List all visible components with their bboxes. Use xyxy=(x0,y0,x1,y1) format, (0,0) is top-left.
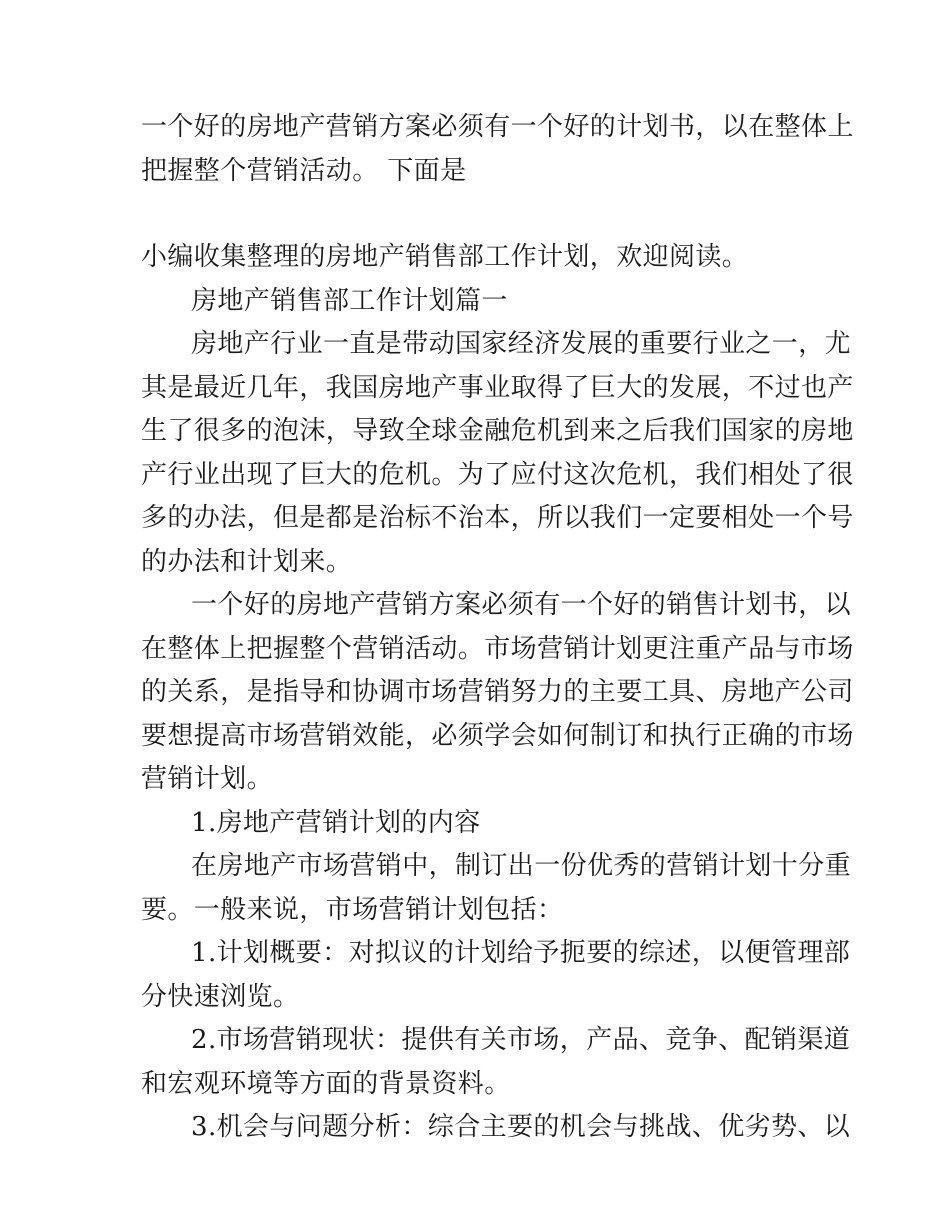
paragraph-line: 要。一般来说，市场营销计划包括： xyxy=(141,894,564,925)
paragraph-line: 营销计划。 xyxy=(141,764,274,794)
paragraph-line: 其是最近几年，我国房地产事业取得了巨大的发展，不过也产 xyxy=(141,372,854,403)
paragraph-line: 要想提高市场营销效能，必须学会如何制订和执行正确的市场 xyxy=(141,720,854,751)
list-item-line: 分快速浏览。 xyxy=(141,981,300,1012)
list-item-line: 3.机会与问题分析：综合主要的机会与挑战、优劣势、以 xyxy=(191,1112,851,1142)
list-item-line: 和宏观环境等方面的背景资料。 xyxy=(141,1068,511,1099)
paragraph-line: 的办法和计划来。 xyxy=(141,546,353,577)
paragraph-line: 一个好的房地产营销方案必须有一个好的销售计划书，以 xyxy=(191,590,852,620)
intro-line: 一个好的房地产营销方案必须有一个好的计划书，以在整体上 xyxy=(141,112,854,142)
paragraph-line: 多的办法，但是都是治标不治本，所以我们一定要相处一个号 xyxy=(141,503,854,533)
list-item-line: 1.计划概要：对拟议的计划给予扼要的综述，以便管理部 xyxy=(191,938,851,968)
intro-line: 把握整个营销活动。 下面是 xyxy=(141,155,467,186)
paragraph-line: 房地产行业一直是带动国家经济发展的重要行业之一，尤 xyxy=(191,329,852,359)
list-item-line: 2.市场营销现状：提供有关市场，产品、竞争、配销渠道 xyxy=(191,1025,851,1055)
paragraph-line: 在房地产市场营销中，制订出一份优秀的营销计划十分重 xyxy=(191,851,852,881)
intro-line: 小编收集整理的房地产销售部工作计划，欢迎阅读。 xyxy=(141,242,749,272)
document-page xyxy=(141,106,854,1150)
paragraph-line: 在整体上把握整个营销活动。市场营销计划更注重产品与市场 xyxy=(141,633,854,664)
section-heading: 1.房地产营销计划的内容 xyxy=(191,807,481,838)
paragraph-line: 生了很多的泡沫，导致全球金融危机到来之后我们国家的房地 xyxy=(141,416,854,446)
paragraph-line: 的关系，是指导和协调市场营销努力的主要工具、房地产公司 xyxy=(141,677,854,707)
section-title: 房地产销售部工作计划篇一 xyxy=(191,285,508,316)
paragraph-line: 产行业出现了巨大的危机。为了应付这次危机，我们相处了很 xyxy=(141,459,854,490)
